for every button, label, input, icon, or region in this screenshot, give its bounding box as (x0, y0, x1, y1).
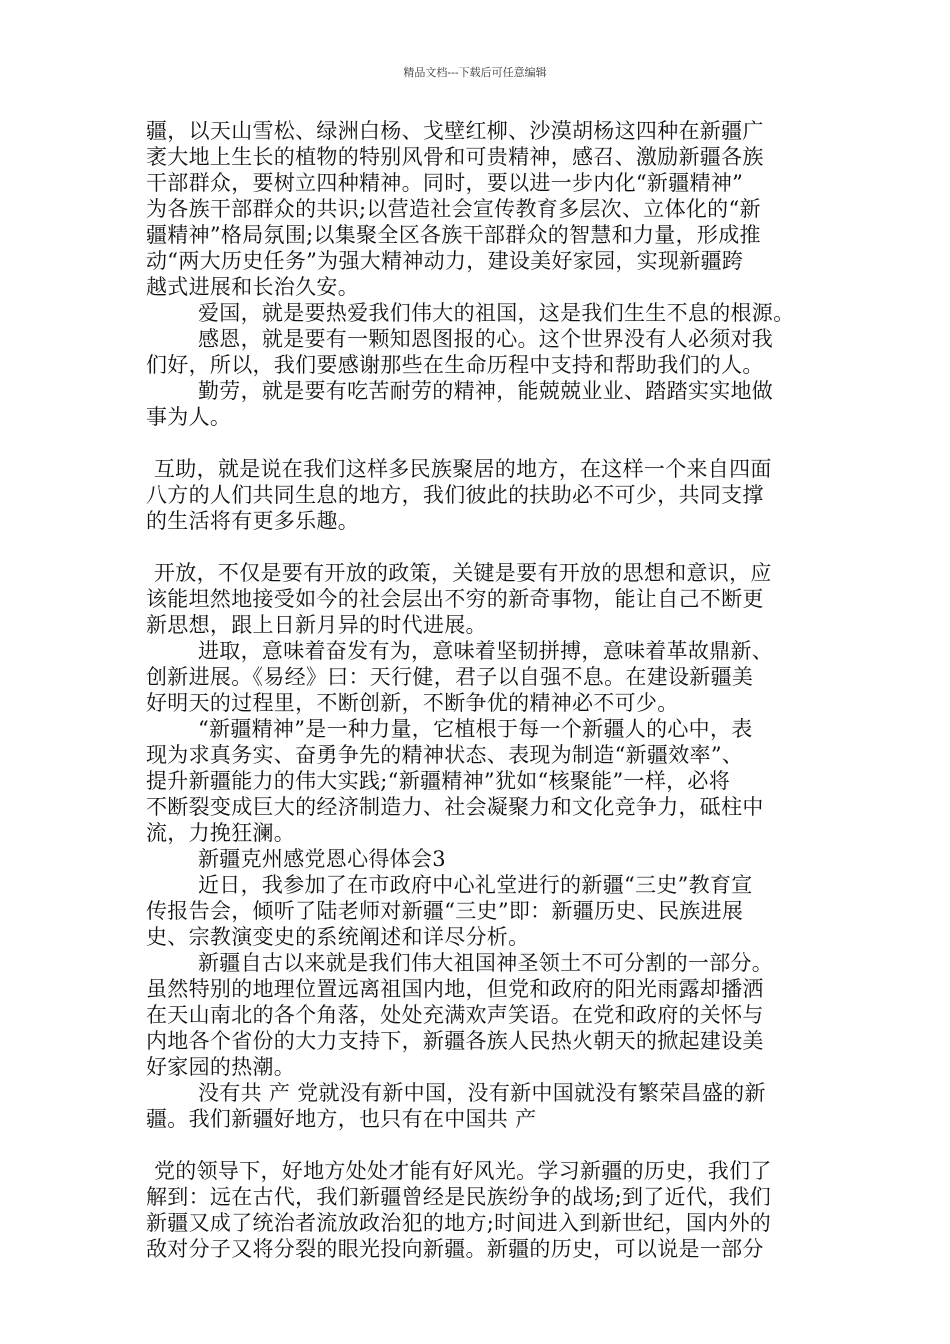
text-line: 新思想，跟上日新月异的时代进展。 (146, 613, 487, 637)
blank-line (146, 534, 811, 560)
text-line: 的生活将有更多乐趣。 (146, 509, 359, 533)
text-line: 新疆又成了统治者流放政治犯的地方;时间进入到新世纪，国内外的 (146, 1211, 772, 1235)
text-line: 好家园的热潮。 (146, 1055, 296, 1079)
text-line: 疆。我们新疆好地方，也只有在中国共 产 (146, 1107, 537, 1131)
text-line: 党的领导下，好地方处处才能有好风光。学习新疆的历史，我们了 (154, 1159, 772, 1183)
text-line: 现为求真务实、奋勇争先的精神状态、表现为制造“新疆效率”、 (146, 743, 744, 767)
page-header: 精品文档---下载后可任意编辑 (403, 66, 547, 79)
text-line: 们好，所以，我们要感谢那些在生命历程中支持和帮助我们的人。 (146, 353, 764, 377)
text-line: 疆精神”格局氛围;以集聚全区各族干部群众的智慧和力量，形成推 (146, 223, 761, 247)
text-line: 干部群众，要树立四种精神。同时，要以进一步内化“新疆精神” (146, 171, 744, 195)
text-line: 虽然特别的地理位置远离祖国内地，但党和政府的阳光雨露却播洒 (146, 977, 764, 1001)
text-line: 不断裂变成巨大的经济制造力、社会凝聚力和文化竞争力，砥柱中 (146, 795, 764, 819)
text-line: 互助，就是说在我们这样多民族聚居的地方，在这样一个来自四面 (154, 457, 772, 481)
text-line: 袤大地上生长的植物的特别风骨和可贵精神，感召、激励新疆各族 (146, 145, 764, 169)
text-line: 进取，意味着奋发有为，意味着坚韧拼搏，意味着革故鼎新、 (198, 639, 774, 663)
text-line: 新疆自古以来就是我们伟大祖国神圣领土不可分割的一部分。 (198, 951, 774, 975)
blank-line (146, 1132, 811, 1158)
text-line: 为各族干部群众的共识;以营造社会宣传教育多层次、立体化的“新 (146, 197, 761, 221)
text-line: 流，力挽狂澜。 (146, 821, 296, 845)
text-line: 勤劳，就是要有吃苦耐劳的精神，能兢兢业业、踏踏实实地做 (198, 379, 774, 403)
section-heading: 新疆克州感党恩心得体会3 (198, 847, 446, 871)
text-line: 传报告会，倾听了陆老师对新疆“三史”即：新疆历史、民族进展 (146, 899, 744, 923)
text-line: 事为人。 (146, 405, 232, 429)
text-line: 提升新疆能力的伟大实践;“新疆精神”犹如“核聚能”一样，必将 (146, 769, 731, 793)
text-line: 没有共 产 党就没有新中国，没有新中国就没有繁荣昌盛的新 (198, 1081, 766, 1105)
text-line: 解到：远在古代，我们新疆曾经是民族纷争的战场;到了近代，我们 (146, 1185, 772, 1209)
text-line: 近日，我参加了在市政府中心礼堂进行的新疆“三史”教育宣 (198, 873, 753, 897)
text-line: 爱国，就是要热爱我们伟大的祖国，这是我们生生不息的根源。 (198, 301, 795, 325)
blank-line (146, 430, 811, 456)
text-line: 开放，不仅是要有开放的政策，关键是要有开放的思想和意识，应 (154, 561, 772, 585)
document-body (146, 118, 811, 1262)
text-line: 疆，以天山雪松、绿洲白杨、戈壁红柳、沙漠胡杨这四种在新疆广 (146, 119, 764, 143)
text-line: 创新进展。《易经》曰：天行健，君子以自强不息。在建设新疆美 (146, 665, 754, 689)
text-line: 该能坦然地接受如今的社会层出不穷的新奇事物，能让自己不断更 (146, 587, 764, 611)
text-line: 感恩，就是要有一颗知恩图报的心。这个世界没有人必须对我 (198, 327, 774, 351)
text-line: 在天山南北的各个角落，处处充满欢声笑语。在党和政府的关怀与 (146, 1003, 764, 1027)
text-line: 史、宗教演变史的系统阐述和详尽分析。 (146, 925, 530, 949)
text-line: 八方的人们共同生息的地方，我们彼此的扶助必不可少，共同支撑 (146, 483, 764, 507)
text-line: 好明天的过程里，不断创新，不断争优的精神必不可少。 (146, 691, 679, 715)
text-line: 动“两大历史任务”为强大精神动力，建设美好家园，实现新疆跨 (146, 249, 744, 273)
text-line: 越式进展和长治久安。 (146, 275, 359, 299)
text-line: 敌对分子又将分裂的眼光投向新疆。新疆的历史，可以说是一部分 (146, 1237, 764, 1261)
text-line: “新疆精神”是一种力量，它植根于每一个新疆人的心中，表 (198, 717, 753, 741)
text-line: 内地各个省份的大力支持下，新疆各族人民热火朝天的掀起建设美 (146, 1029, 764, 1053)
